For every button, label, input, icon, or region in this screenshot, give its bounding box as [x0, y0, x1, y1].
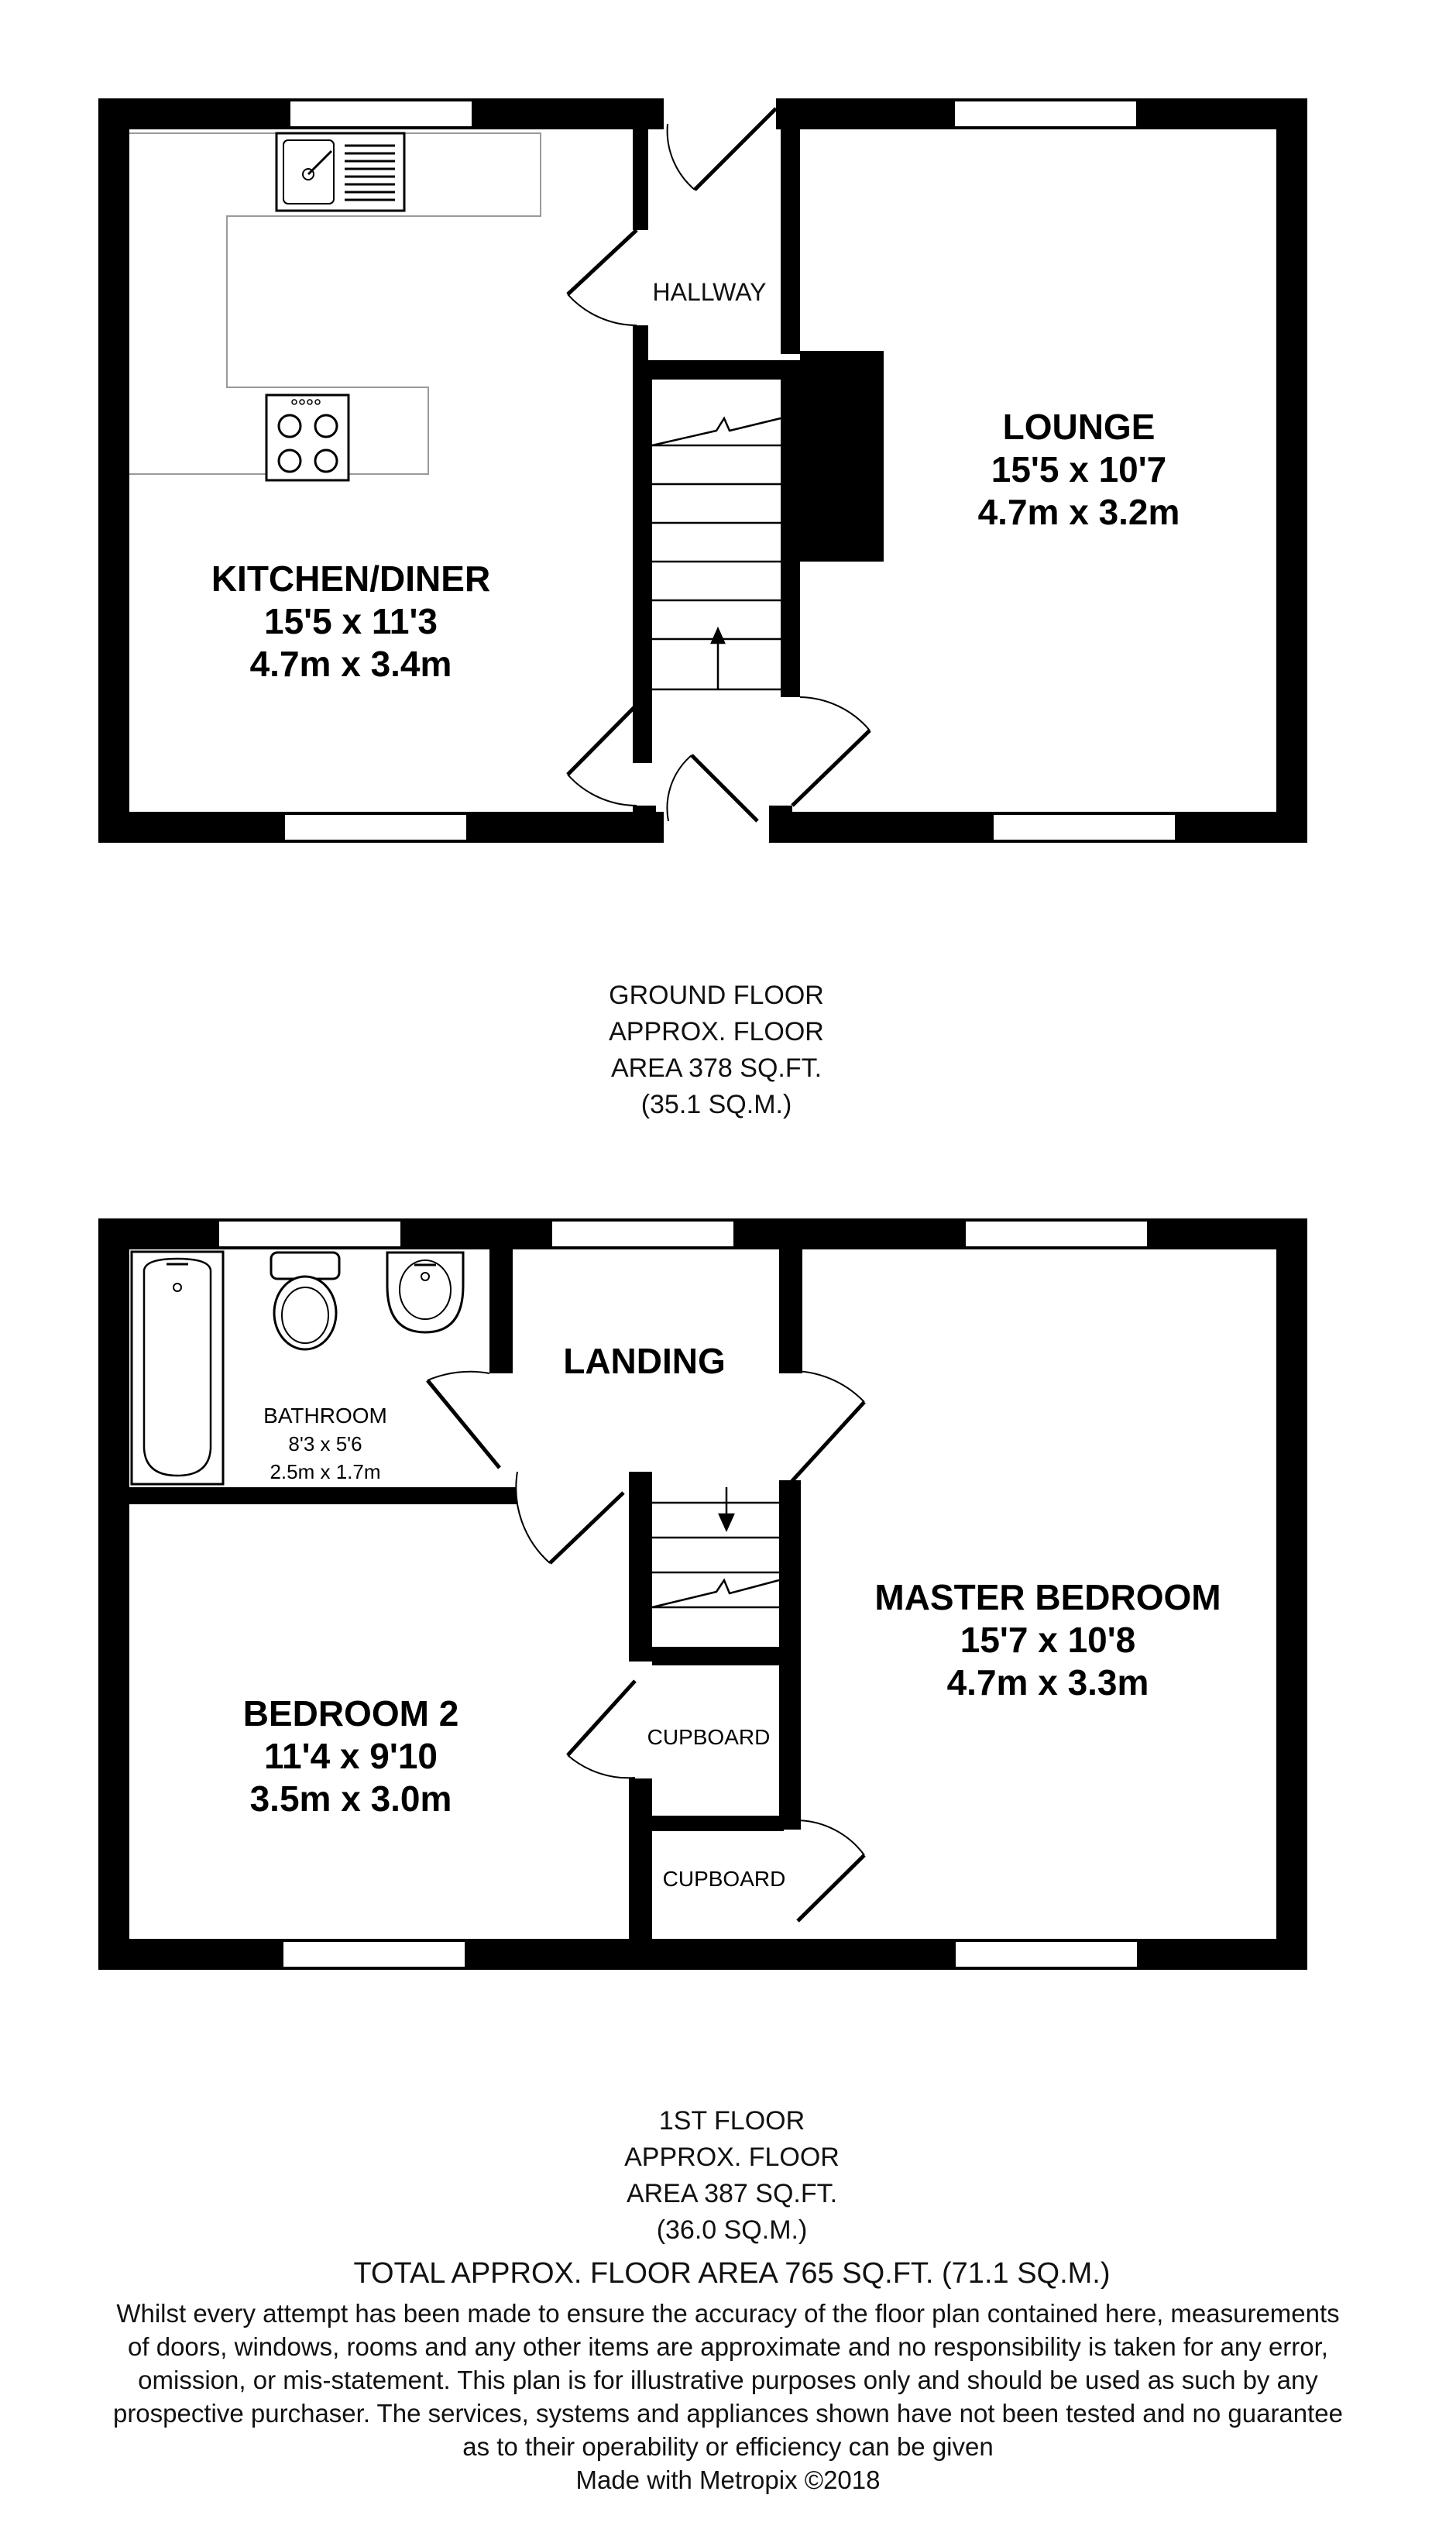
master-metric: 4.7m x 3.3m — [946, 1662, 1149, 1703]
ground-floor-labels — [211, 278, 1180, 684]
first-caption-line: (36.0 SQ.M.) — [656, 2215, 808, 2245]
chimney-breast — [800, 351, 884, 562]
landing-name: LANDING — [563, 1341, 726, 1381]
master-imperial: 15'7 x 10'8 — [960, 1620, 1136, 1660]
cupboard-lower-name: CUPBOARD — [662, 1867, 786, 1891]
ground-caption-line: APPROX. FLOOR — [609, 1017, 824, 1046]
disclaimer-line: as to their operability or efficiency can be given — [462, 2432, 994, 2461]
footer — [113, 2257, 1343, 2494]
kitchen-metric: 4.7m x 3.4m — [249, 644, 452, 684]
lounge-imperial: 15'5 x 10'7 — [991, 449, 1167, 490]
lounge-name: LOUNGE — [1002, 407, 1156, 447]
hob-icon — [266, 395, 349, 480]
bedroom2-metric: 3.5m x 3.0m — [249, 1778, 452, 1819]
first-caption-line: AREA 387 SQ.FT. — [626, 2179, 838, 2208]
first-floor-stairs — [652, 1487, 779, 1607]
sink-icon — [276, 133, 404, 211]
bedroom2-imperial: 11'4 x 9'10 — [264, 1736, 438, 1776]
bathroom-metric: 2.5m x 1.7m — [270, 1460, 381, 1483]
first-caption-line: APPROX. FLOOR — [624, 2143, 840, 2172]
total-area: TOTAL APPROX. FLOOR AREA 765 SQ.FT. (71.1 SQ.M.) — [353, 2257, 1111, 2290]
toilet-icon — [271, 1253, 339, 1349]
ground-floor-caption — [609, 981, 824, 1119]
first-floor-labels — [243, 1341, 1221, 1891]
first-caption-line: 1ST FLOOR — [658, 2106, 805, 2136]
master-name: MASTER BEDROOM — [874, 1577, 1221, 1617]
ground-caption-line: (35.1 SQ.M.) — [640, 1090, 792, 1119]
hallway-name: HALLWAY — [652, 278, 767, 306]
disclaimer-line: prospective purchaser. The services, systems and appliances shown have not been tested and no guarantee — [112, 2399, 1344, 2428]
bedroom2-name: BEDROOM 2 — [242, 1693, 459, 1734]
bath-icon — [132, 1252, 223, 1484]
basin-icon — [387, 1253, 463, 1332]
bathroom-imperial: 8'3 x 5'6 — [288, 1432, 362, 1455]
hallway-walls — [648, 98, 1307, 843]
bathroom-name: BATHROOM — [263, 1404, 387, 1428]
disclaimer-line: of doors, windows, rooms and any other items are approximate and no responsibility is taken for any error, — [128, 2332, 1328, 2361]
credit: Made with Metropix ©2018 — [575, 2466, 881, 2494]
ground-floor-plan — [98, 98, 1307, 843]
lounge-metric: 4.7m x 3.2m — [977, 492, 1180, 532]
kitchen-name: KITCHEN/DINER — [211, 558, 491, 599]
disclaimer-line: omission, or mis-statement. This plan is for illustrative purposes only and should be used as such by any — [138, 2366, 1318, 2394]
ground-stairs — [652, 418, 781, 689]
first-floor-plan — [98, 1218, 1307, 1970]
ground-caption-line: GROUND FLOOR — [609, 981, 824, 1010]
disclaimer-line: Whilst every attempt has been made to ensure the accuracy of the floor plan contained here, measurements — [116, 2299, 1340, 2328]
cupboard-upper-name: CUPBOARD — [647, 1725, 771, 1749]
kitchen-imperial: 15'5 x 11'3 — [264, 601, 438, 641]
ground-caption-line: AREA 378 SQ.FT. — [610, 1053, 822, 1083]
first-floor-caption — [624, 2106, 840, 2245]
